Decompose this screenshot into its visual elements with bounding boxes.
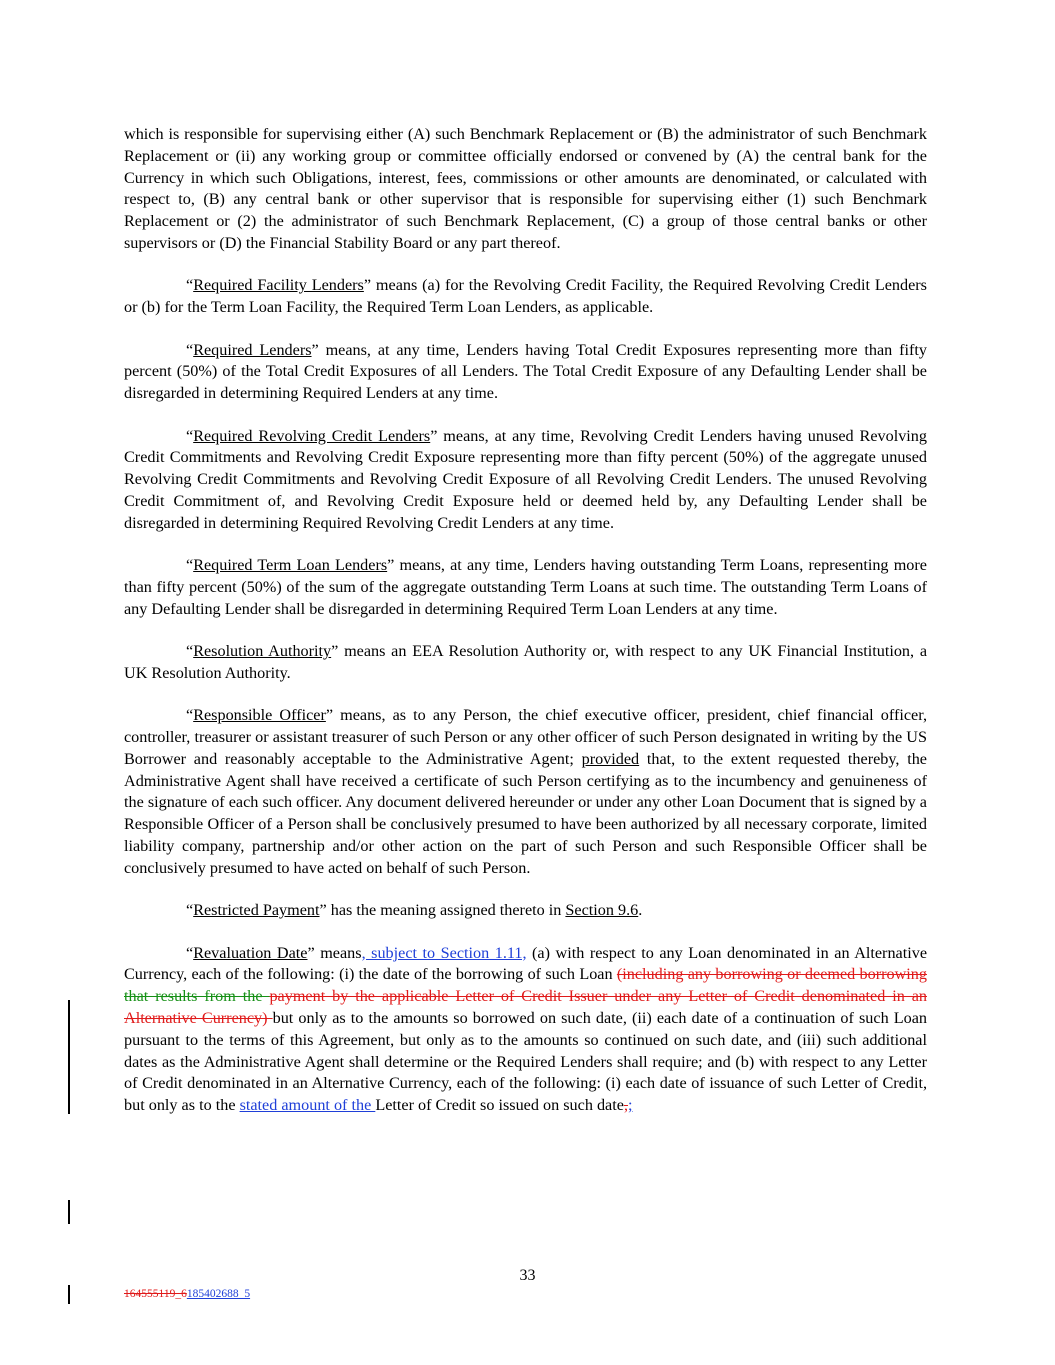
- provided-term: provided: [581, 749, 640, 768]
- defined-term: Restricted Payment: [193, 901, 320, 920]
- change-bar: [68, 1000, 70, 1114]
- deleted-text: (including any borrowing or deemed borrowing: [616, 965, 927, 984]
- inserted-text: ;: [627, 1096, 633, 1115]
- definition-revaluation-date: “Revaluation Date” means, subject to Section 1.11, (a) with respect to any Loan denominated in an Alternative Currency, each of the following: (i) the date of the borrowing of such Loan (including any borrowing or deemed borrowing that results from the payment by the applicable Letter of Credit Issuer under any Letter of Credit denominated in an Alternative Currency) but only as to the amounts so borrowed on such date, (ii) each date of a continuation of such Loan pursuant to the terms of this Agreement, but only as to the amounts so continued on such date, and (iii) such additional dates as the Administrative Agent shall determine or the Required Lenders shall require; and (b) with respect to any Letter of Credit denominated in an Alternative Currency, each of the following: (i) each date of issuance of such Letter of Credit, but only as to the stated amount of the Letter of Credit so issued on such date,;: [124, 943, 928, 1115]
- defined-term: Required Term Loan Lenders: [193, 556, 388, 575]
- section-reference: Section 9.6: [565, 901, 639, 920]
- change-bar: [68, 1285, 70, 1304]
- page-number: 33: [519, 1267, 536, 1284]
- change-bar: [68, 1200, 70, 1224]
- defined-term: Resolution Authority: [193, 642, 332, 661]
- defined-term: Responsible Officer: [193, 706, 326, 725]
- definition-resolution-authority: “Resolution Authority” means an EEA Resolution Authority or, with respect to any UK Financial Institution, a UK Resolution Authority.: [124, 642, 928, 682]
- document-footer-id: [124, 1288, 250, 1300]
- paragraph-continuation: which is responsible for supervising either (A) such Benchmark Replacement or (B) the administrator of such Benchmark Replacement or (ii) any working group or committee officially endorsed or convened by (A) the central bank for the Currency in which such Obligations, interest, fees, commissions or other amounts are denominated, or calculated with respect to, (B) any central bank or other supervisor that is responsible for supervising either (1) such Benchmark Replacement or (2) the administrator of such Benchmark Replacement, (C) a group of those central banks or other supervisors or (D) the Financial Stability Board or any part thereof.: [124, 125, 927, 252]
- moved-deleted-text: that results from the: [124, 987, 270, 1006]
- definition-required-term-loan-lenders: “Required Term Loan Lenders” means, at any time, Lenders having outstanding Term Loans, representing more than fifty percent (50%) of the sum of the aggregate outstanding Term Loans at such time. The outstanding Term Loans of any Defaulting Lender shall be disregarded in determining Required Term Loan Lenders at any time.: [124, 556, 927, 618]
- deleted-text: ,: [623, 1096, 628, 1115]
- inserted-doc-id: 185402688_5: [186, 1288, 251, 1300]
- deleted-doc-id: 164555119_6: [124, 1288, 187, 1300]
- definition-required-facility-lenders: “Required Facility Lenders” means (a) for the Revolving Credit Facility, the Required Revolving Credit Lenders or (b) for the Term Loan Facility, the Required Term Loan Lenders, as applicable.: [124, 276, 927, 317]
- definition-required-revolving-credit-lenders: “Required Revolving Credit Lenders” means, at any time, Revolving Credit Lenders having unused Revolving Credit Commitments and Revolving Credit Exposure representing more than fifty percent (50%) of the aggregate unused Revolving Credit Commitments and Revolving Credit Exposure of all Revolving Credit Lenders. The unused Revolving Credit Commitment of, and Revolving Credit Exposure held or deemed held by, any Defaulting Lender shall be disregarded in determining Required Revolving Credit Lenders at any time.: [124, 426, 927, 532]
- defined-term: Required Lenders: [193, 340, 312, 359]
- inserted-text: , subject to Section 1.11,: [361, 943, 527, 962]
- document-body: [124, 124, 927, 1117]
- inserted-text: stated amount of the: [239, 1096, 376, 1115]
- definition-restricted-payment: “Restricted Payment” has the meaning assigned thereto in Section 9.6.: [186, 901, 643, 920]
- deleted-text: payment by the applicable Letter of Credit Issuer under any Letter of Credit denominated in an Alternative Currency): [124, 987, 927, 1028]
- definition-responsible-officer: “Responsible Officer” means, as to any Person, the chief executive officer, president, chief financial officer, controller, treasurer or assistant treasurer of such Person or any other officer of such Person designated in writing by the US Borrower and reasonably acceptable to the Administrative Agent; provided that, to the extent requested thereby, the Administrative Agent shall have received a certificate of such Person certifying as to the incumbency and genuineness of the signature of each such officer. Any document delivered hereunder or under any other Loan Document that is signed by a Responsible Officer of a Person shall be conclusively presumed to have been authorized by all necessary corporate, limited liability company, partnership and/or other action on the part of such Person and such Responsible Officer shall be conclusively presumed to have acted on behalf of such Person.: [124, 706, 927, 877]
- defined-term: Required Facility Lenders: [193, 276, 364, 295]
- defined-term: Required Revolving Credit Lenders: [193, 426, 431, 445]
- defined-term: Revaluation Date: [193, 943, 308, 962]
- definition-required-lenders: “Required Lenders” means, at any time, Lenders having Total Credit Exposures representing more than fifty percent (50%) of the Total Credit Exposures of all Lenders. The Total Credit Exposure of any Defaulting Lender shall be disregarded in determining Required Lenders at any time.: [124, 340, 927, 403]
